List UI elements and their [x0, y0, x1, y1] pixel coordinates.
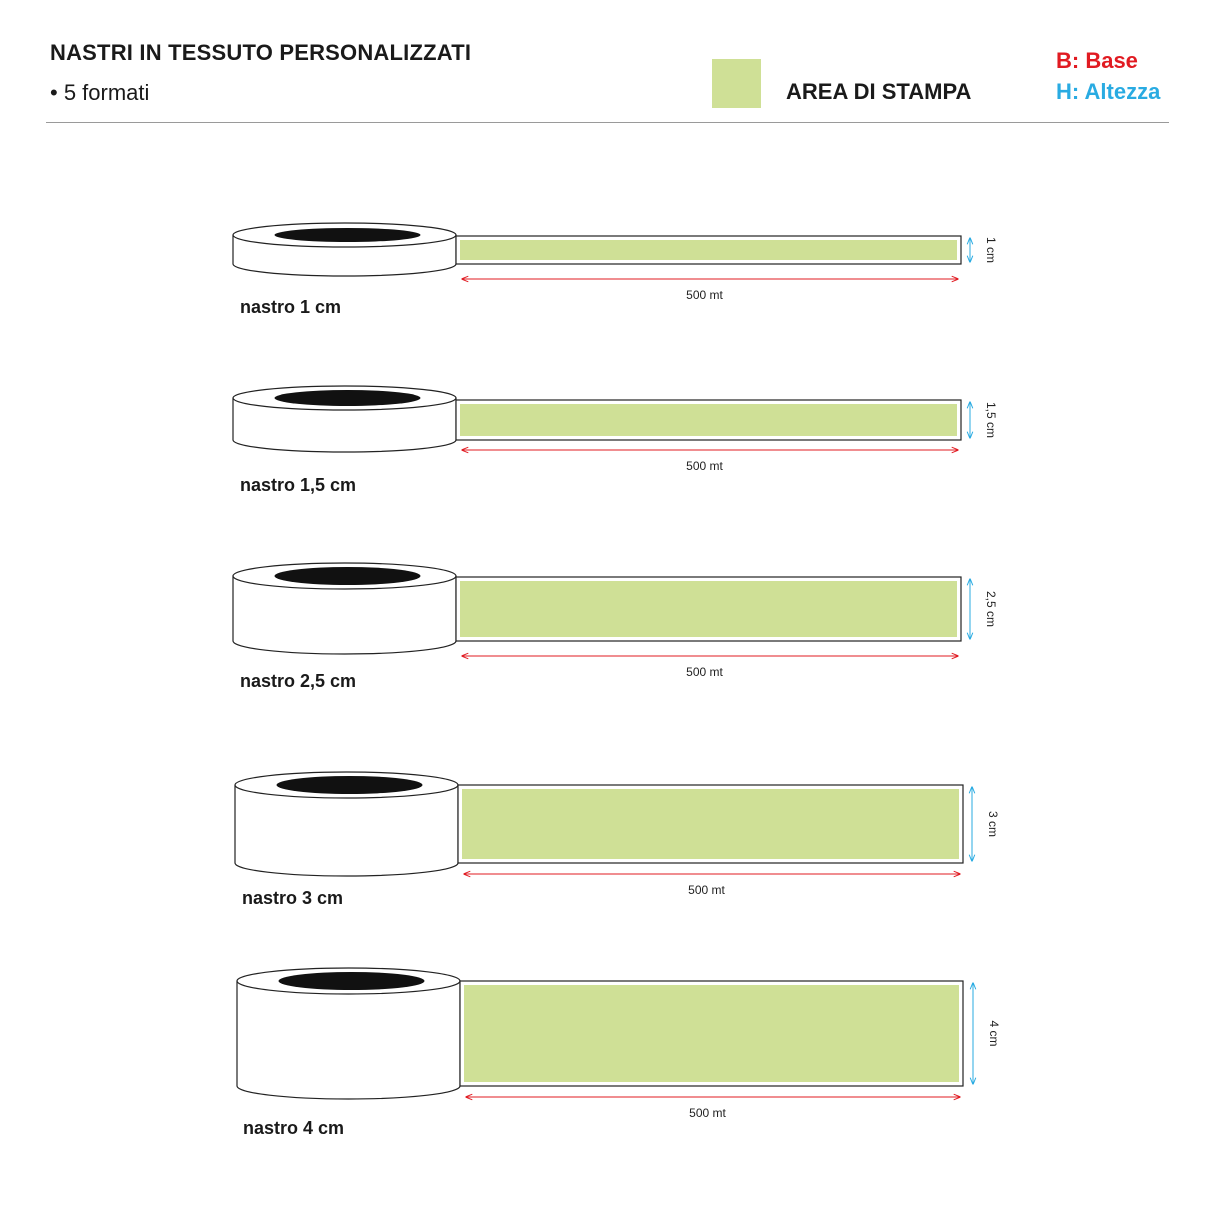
- roll-core-hole: [275, 390, 421, 406]
- print-area: [460, 581, 957, 637]
- roll-body: [235, 785, 458, 876]
- tape-label: nastro 1,5 cm: [240, 475, 357, 495]
- base-key: B: Base: [1056, 48, 1138, 73]
- roll-core-hole: [275, 228, 421, 242]
- print-area: [460, 404, 957, 436]
- formats-count: • 5 formati: [50, 80, 150, 105]
- tape-label: nastro 3 cm: [242, 888, 344, 908]
- height-key: H: Altezza: [1056, 79, 1161, 104]
- tape-label: nastro 1 cm: [240, 297, 342, 317]
- print-area: [462, 789, 959, 859]
- tape-label: nastro 4 cm: [243, 1118, 345, 1138]
- base-dimension-label: 500 mt: [686, 665, 723, 679]
- roll-core-hole: [277, 776, 423, 794]
- roll-body: [237, 981, 460, 1099]
- base-dimension-label: 500 mt: [686, 288, 723, 302]
- height-dimension-label: 1 cm: [984, 236, 998, 264]
- height-dimension-label: 1,5 cm: [984, 401, 998, 439]
- height-dimension-label: 4 cm: [987, 1020, 1001, 1047]
- base-dimension-label: 500 mt: [686, 459, 723, 473]
- roll-core-hole: [275, 567, 421, 585]
- height-dimension-label: 2,5 cm: [984, 590, 998, 628]
- tape-label: nastro 2,5 cm: [240, 671, 357, 691]
- base-dimension-label: 500 mt: [689, 1106, 726, 1120]
- roll-core-hole: [279, 972, 425, 990]
- print-area: [460, 240, 957, 260]
- base-dimension-label: 500 mt: [688, 883, 725, 897]
- print-area-legend-label: AREA DI STAMPA: [786, 79, 972, 104]
- height-dimension-label: 3 cm: [986, 810, 1000, 838]
- page-title: NASTRI IN TESSUTO PERSONALIZZATI: [50, 40, 472, 65]
- print-area: [464, 985, 959, 1082]
